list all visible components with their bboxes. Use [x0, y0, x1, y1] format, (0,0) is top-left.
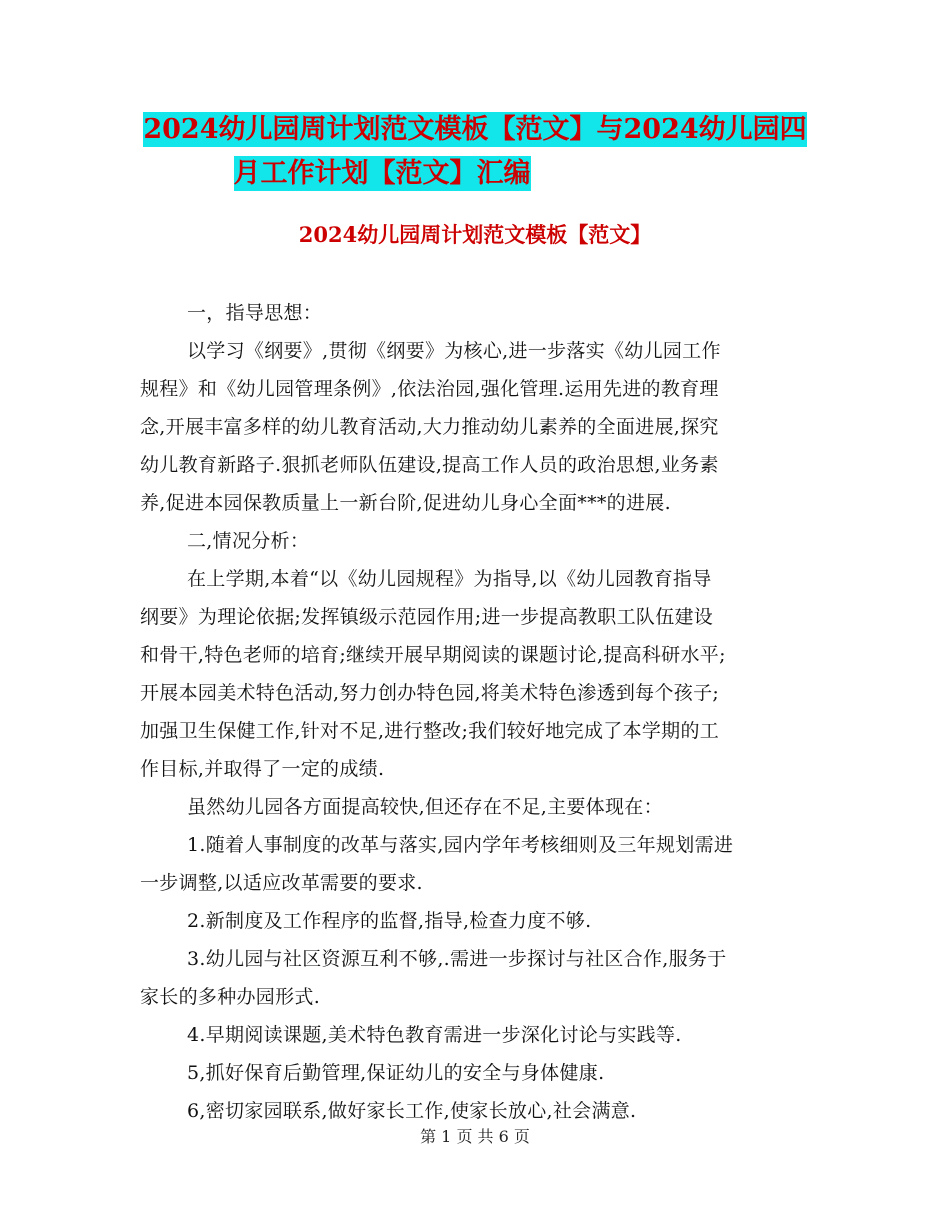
main-title-line-2	[0, 157, 950, 191]
list-item-4: 4.早期阅读课题,美术特色教育需进一步深化讨论与实践等.	[187, 1024, 682, 1046]
paragraph-line: 在上学期,本着“以《幼儿园规程》为指导,以《幼儿园教育指导	[187, 568, 712, 590]
list-item-1-cont: 一步调整,以适应改革需要的要求.	[140, 872, 423, 894]
paragraph-line: 纲要》为理论依据;发挥镇级示范园作用;进一步提高教职工队伍建设	[140, 606, 714, 628]
list-item-1: 1.随着人事制度的改革与落实,园内学年考核细则及三年规划需进	[187, 834, 734, 856]
list-item-3: 3.幼儿园与社区资源互利不够,.需进一步探讨与社区合作,服务于	[187, 948, 727, 970]
list-item-6: 6,密切家园联系,做好家长工作,使家长放心,社会满意.	[187, 1100, 637, 1122]
paragraph-line: 虽然幼儿园各方面提高较快,但还存在不足,主要体现在：	[187, 796, 663, 818]
list-item-2: 2.新制度及工作程序的监督,指导,检查力度不够.	[187, 910, 592, 932]
list-item-3-cont: 家长的多种办园形式.	[140, 986, 321, 1008]
page-footer: 第 1 页 共 6 页	[420, 1127, 530, 1146]
paragraph-line: 念,开展丰富多样的幼儿教育活动,大力推动幼儿素养的全面进展,探究	[140, 416, 719, 438]
heading-situation-analysis: 二,情况分析：	[187, 530, 310, 552]
main-title-highlight-1: 2024幼儿园周计划范文模板【范文】与2024幼儿园四	[143, 114, 807, 145]
paragraph-line: 和骨干,特色老师的培育;继续开展早期阅读的课题讨论,提高科研水平;	[140, 644, 726, 666]
section-title: 2024幼儿园周计划范文模板【范文】	[298, 222, 652, 247]
heading-guiding-ideology: 一，指导思想：	[187, 302, 323, 324]
paragraph-line: 作目标,并取得了一定的成绩.	[140, 758, 385, 780]
paragraph-line: 幼儿教育新路子.狠抓老师队伍建设,提高工作人员的政治思想,业务素	[140, 454, 719, 476]
paragraph-line: 加强卫生保健工作,针对不足,进行整改;我们较好地完成了本学期的工	[140, 720, 720, 742]
paragraph-line: 以学习《纲要》,贯彻《纲要》为核心,进一步落实《幼儿园工作	[187, 340, 721, 362]
paragraph-line: 开展本园美术特色活动,努力创办特色园,将美术特色渗透到每个孩子;	[140, 682, 720, 704]
list-item-5: 5,抓好保育后勤管理,保证幼儿的安全与身体健康.	[187, 1062, 605, 1084]
main-title-line-1	[0, 113, 950, 147]
paragraph-line: 养,促进本园保教质量上一新台阶,促进幼儿身心全面***的进展.	[140, 492, 671, 514]
main-title-highlight-2: 月工作计划【范文】汇编	[233, 158, 531, 189]
paragraph-line: 规程》和《幼儿园管理条例》,依法治园,强化管理.运用先进的教育理	[140, 378, 719, 400]
document-body	[140, 294, 820, 1130]
